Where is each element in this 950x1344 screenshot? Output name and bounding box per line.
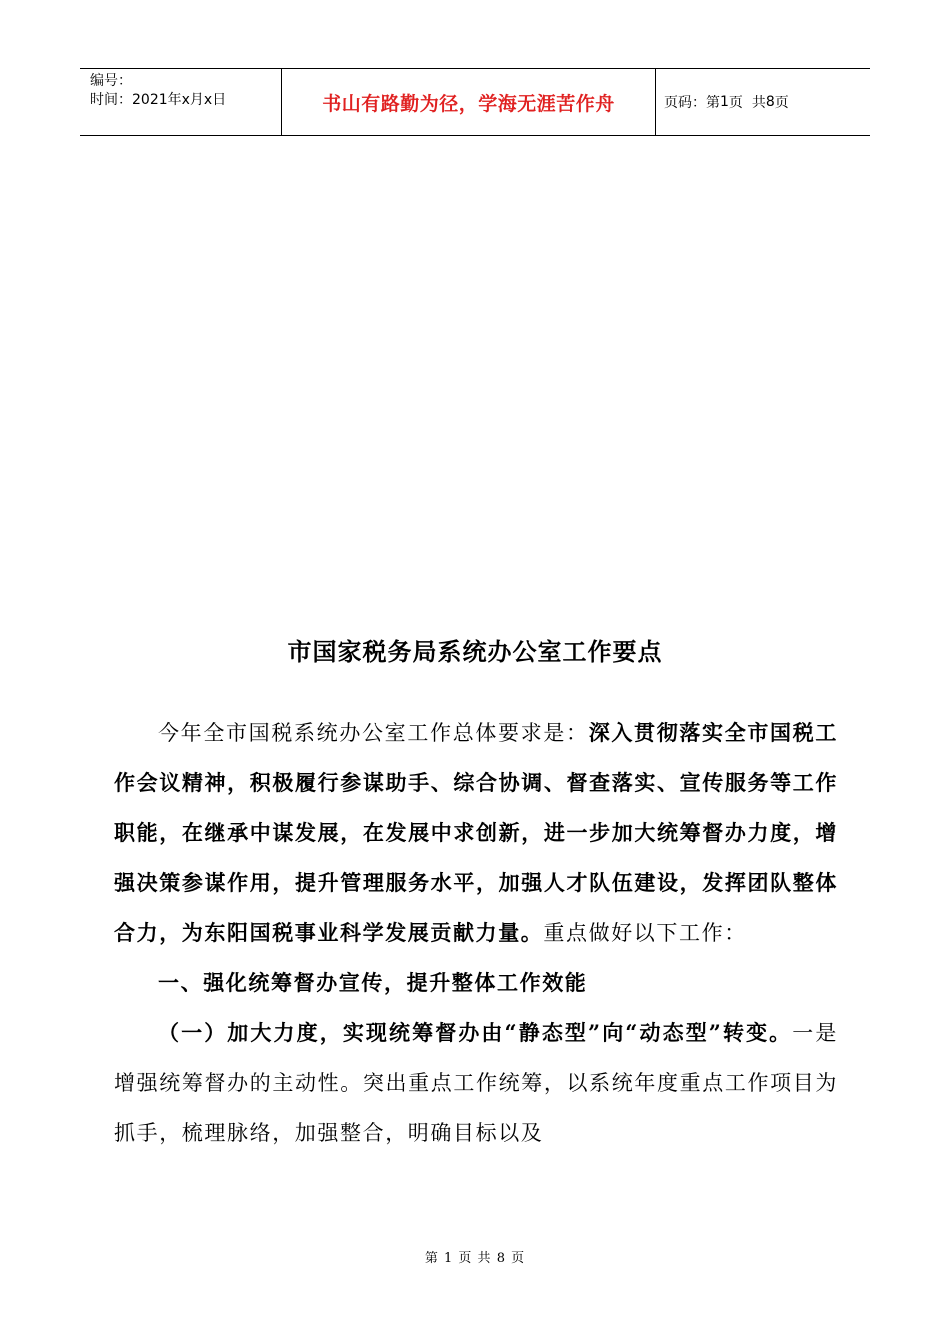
subsection-text: 一是增强统筹督办的主动性。突出重点工作统筹，以系统年度重点工作项目为抓手，梳理脉络，加强整合，明确目标以及: [114, 1021, 838, 1145]
header-meta: [80, 69, 282, 135]
footer-total: 8: [496, 1251, 506, 1266]
footer-middle: 页 共: [453, 1251, 497, 1266]
document-body: [114, 708, 838, 1158]
page-total: 8: [765, 94, 775, 110]
header-page-number: [656, 69, 870, 135]
footer-suffix: 页: [505, 1251, 526, 1266]
intro-requirements: 深入贯彻落实全市国税工作会议精神，积极履行参谋助手、综合协调、督查落实、宣传服务等工作职能，在继承中谋发展，在发展中求创新，进一步加大统筹督办力度，增强决策参谋作用，提升管理服务水平，加强人才队伍建设，发挥团队整体合力，为东阳国税事业科学发展贡献力量。: [114, 720, 838, 945]
footer-current: 1: [444, 1251, 454, 1266]
intro-tail: 重点做好以下工作：: [543, 921, 747, 945]
document-number-label: 编号：: [90, 73, 132, 89]
page-current: 1: [720, 94, 729, 110]
subsection-paragraph: [114, 1008, 838, 1158]
page-footer: [0, 1247, 950, 1266]
footer-prefix: 第: [424, 1251, 445, 1266]
document-date-label: 时间：2021年x月x日: [90, 92, 227, 108]
intro-lead: 今年全市国税系统办公室工作总体要求是：: [158, 721, 589, 745]
document-title: 市国家税务局系统办公室工作要点: [287, 638, 663, 666]
page-header: [80, 68, 870, 136]
page-suffix: 页: [774, 95, 789, 111]
intro-paragraph: [114, 708, 838, 958]
header-motto: 书山有路勤为径，学海无涯苦作舟: [282, 69, 656, 135]
section-heading: 一、强化统筹督办宣传，提升整体工作效能: [158, 970, 588, 995]
subsection-heading: （一）加大力度，实现统筹督办由“静态型”向“动态型”转变。: [158, 1020, 793, 1045]
page-middle: 页 共: [728, 95, 766, 111]
page-prefix: 页码：第: [664, 95, 720, 111]
